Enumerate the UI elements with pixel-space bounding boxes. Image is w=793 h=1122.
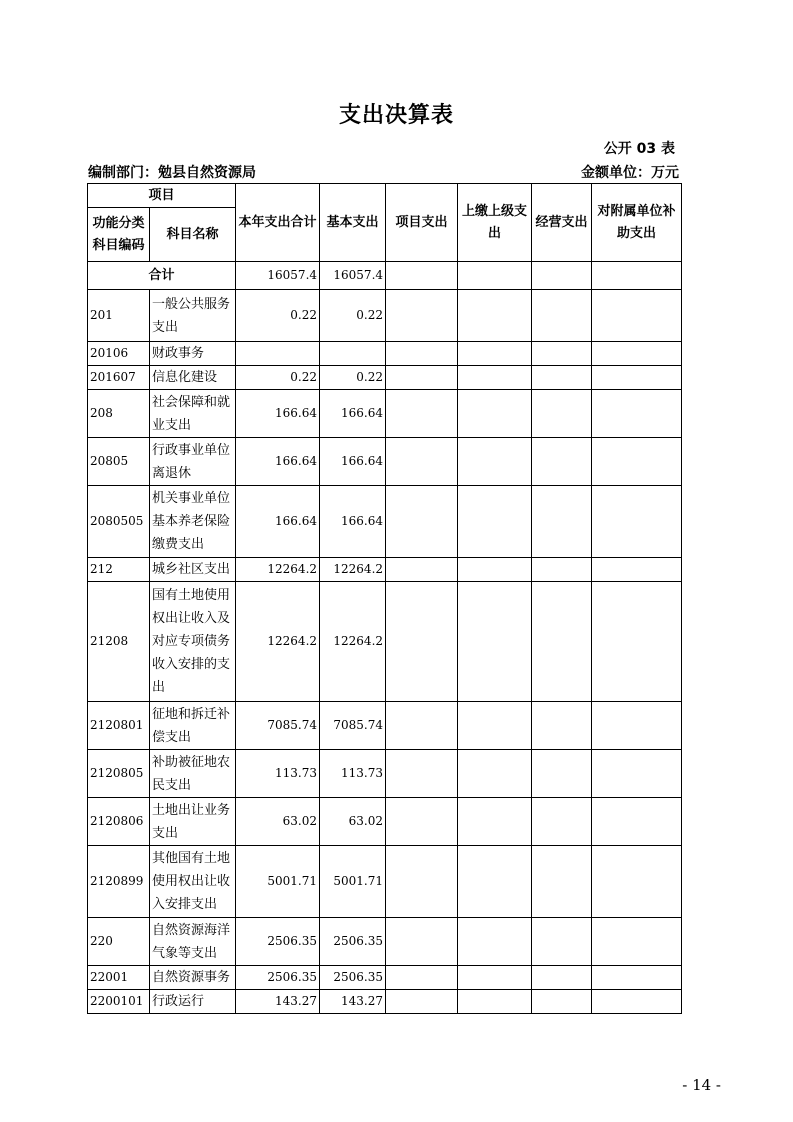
row-subsidy [592, 846, 682, 918]
row-basic: 166.64 [320, 390, 386, 438]
row-project [386, 342, 458, 366]
total-project [386, 262, 458, 290]
table-row [88, 846, 682, 918]
row-name: 行政事业单位离退休 [150, 438, 236, 486]
row-business [532, 366, 592, 390]
row-business [532, 438, 592, 486]
row-basic: 12264.2 [320, 582, 386, 702]
row-basic [320, 342, 386, 366]
page-title: 支出决算表 [338, 103, 454, 128]
row-total: 166.64 [236, 390, 320, 438]
row-project [386, 390, 458, 438]
header-business: 经营支出 [532, 184, 592, 262]
row-total: 12264.2 [236, 558, 320, 582]
row-basic: 166.64 [320, 486, 386, 558]
row-business [532, 558, 592, 582]
row-subsidy [592, 290, 682, 342]
row-upper [458, 966, 532, 990]
row-subsidy [592, 366, 682, 390]
row-name: 信息化建设 [150, 366, 236, 390]
row-name: 城乡社区支出 [150, 558, 236, 582]
row-upper [458, 798, 532, 846]
row-business [532, 582, 592, 702]
row-code: 212 [88, 558, 150, 582]
header-name: 科目名称 [150, 208, 236, 262]
row-subsidy [592, 750, 682, 798]
row-project [386, 798, 458, 846]
table-row [88, 966, 682, 990]
row-project [386, 918, 458, 966]
row-subsidy [592, 390, 682, 438]
row-total: 166.64 [236, 486, 320, 558]
row-subsidy [592, 966, 682, 990]
header-item: 项目 [88, 184, 236, 208]
row-upper [458, 290, 532, 342]
row-upper [458, 702, 532, 750]
row-subsidy [592, 990, 682, 1014]
row-business [532, 702, 592, 750]
row-subsidy [592, 918, 682, 966]
table-row [88, 918, 682, 966]
row-name: 社会保障和就业支出 [150, 390, 236, 438]
row-subsidy [592, 798, 682, 846]
row-basic: 2506.35 [320, 918, 386, 966]
row-project [386, 582, 458, 702]
row-total: 143.27 [236, 990, 320, 1014]
row-total: 166.64 [236, 438, 320, 486]
row-upper [458, 558, 532, 582]
row-upper [458, 438, 532, 486]
row-project [386, 966, 458, 990]
row-basic: 7085.74 [320, 702, 386, 750]
row-total: 0.22 [236, 366, 320, 390]
total-upper [458, 262, 532, 290]
row-upper [458, 990, 532, 1014]
row-basic: 2506.35 [320, 966, 386, 990]
table-row [88, 342, 682, 366]
row-total: 2506.35 [236, 966, 320, 990]
row-project [386, 990, 458, 1014]
table-row [88, 798, 682, 846]
row-code: 2200101 [88, 990, 150, 1014]
table-row [88, 990, 682, 1014]
row-upper [458, 366, 532, 390]
row-project [386, 846, 458, 918]
total-amount: 16057.4 [236, 262, 320, 290]
row-business [532, 966, 592, 990]
row-subsidy [592, 558, 682, 582]
row-subsidy [592, 486, 682, 558]
total-business [532, 262, 592, 290]
row-code: 2080505 [88, 486, 150, 558]
row-total: 113.73 [236, 750, 320, 798]
total-label: 合计 [88, 262, 236, 290]
row-upper [458, 846, 532, 918]
row-name: 补助被征地农民支出 [150, 750, 236, 798]
row-code: 2120805 [88, 750, 150, 798]
row-code: 220 [88, 918, 150, 966]
row-code: 21208 [88, 582, 150, 702]
row-business [532, 390, 592, 438]
row-project [386, 438, 458, 486]
row-total: 63.02 [236, 798, 320, 846]
row-basic: 12264.2 [320, 558, 386, 582]
table-row [88, 366, 682, 390]
row-code: 208 [88, 390, 150, 438]
row-business [532, 990, 592, 1014]
header-basic: 基本支出 [320, 184, 386, 262]
total-row [88, 262, 682, 290]
row-total: 5001.71 [236, 846, 320, 918]
row-upper [458, 342, 532, 366]
row-upper [458, 918, 532, 966]
row-basic: 63.02 [320, 798, 386, 846]
table-row [88, 438, 682, 486]
header-project: 项目支出 [386, 184, 458, 262]
header-total: 本年支出合计 [236, 184, 320, 262]
table-row [88, 486, 682, 558]
row-total: 12264.2 [236, 582, 320, 702]
row-upper [458, 750, 532, 798]
row-project [386, 750, 458, 798]
row-business [532, 486, 592, 558]
row-business [532, 750, 592, 798]
row-code: 20106 [88, 342, 150, 366]
row-code: 2120801 [88, 702, 150, 750]
row-business [532, 342, 592, 366]
row-name: 财政事务 [150, 342, 236, 366]
row-total: 0.22 [236, 290, 320, 342]
page-number: - 14 - [682, 1076, 721, 1094]
row-business [532, 798, 592, 846]
row-basic: 166.64 [320, 438, 386, 486]
row-name: 其他国有土地使用权出让收入安排支出 [150, 846, 236, 918]
row-upper [458, 582, 532, 702]
total-basic: 16057.4 [320, 262, 386, 290]
row-name: 自然资源事务 [150, 966, 236, 990]
table-row [88, 390, 682, 438]
row-code: 2120806 [88, 798, 150, 846]
row-name: 一般公共服务支出 [150, 290, 236, 342]
row-project [386, 366, 458, 390]
total-subsidy [592, 262, 682, 290]
header-code: 功能分类科目编码 [88, 208, 150, 262]
row-total [236, 342, 320, 366]
row-subsidy [592, 342, 682, 366]
amount-unit-label: 金额单位：万元 [581, 165, 679, 181]
row-project [386, 486, 458, 558]
row-code: 22001 [88, 966, 150, 990]
row-upper [458, 486, 532, 558]
row-name: 征地和拆迁补偿支出 [150, 702, 236, 750]
row-business [532, 918, 592, 966]
row-name: 行政运行 [150, 990, 236, 1014]
row-upper [458, 390, 532, 438]
row-project [386, 290, 458, 342]
row-basic: 5001.71 [320, 846, 386, 918]
row-project [386, 702, 458, 750]
row-subsidy [592, 582, 682, 702]
row-name: 国有土地使用权出让收入及对应专项债务收入安排的支出 [150, 582, 236, 702]
row-name: 机关事业单位基本养老保险缴费支出 [150, 486, 236, 558]
row-business [532, 290, 592, 342]
row-business [532, 846, 592, 918]
department-label: 编制部门：勉县自然资源局 [88, 165, 256, 181]
row-code: 201607 [88, 366, 150, 390]
row-name: 土地出让业务支出 [150, 798, 236, 846]
row-code: 201 [88, 290, 150, 342]
table-row [88, 750, 682, 798]
row-total: 2506.35 [236, 918, 320, 966]
table-row [88, 702, 682, 750]
row-subsidy [592, 702, 682, 750]
row-code: 20805 [88, 438, 150, 486]
row-basic: 143.27 [320, 990, 386, 1014]
row-total: 7085.74 [236, 702, 320, 750]
header-subsidy: 对附属单位补助支出 [592, 184, 682, 262]
row-basic: 0.22 [320, 366, 386, 390]
row-code: 2120899 [88, 846, 150, 918]
table-row [88, 582, 682, 702]
row-basic: 113.73 [320, 750, 386, 798]
table-row [88, 290, 682, 342]
expenditure-table [87, 183, 682, 1014]
header-upper: 上缴上级支出 [458, 184, 532, 262]
row-subsidy [592, 438, 682, 486]
row-basic: 0.22 [320, 290, 386, 342]
row-name: 自然资源海洋气象等支出 [150, 918, 236, 966]
table-row [88, 558, 682, 582]
form-number: 公开 03 表 [603, 141, 675, 157]
row-project [386, 558, 458, 582]
